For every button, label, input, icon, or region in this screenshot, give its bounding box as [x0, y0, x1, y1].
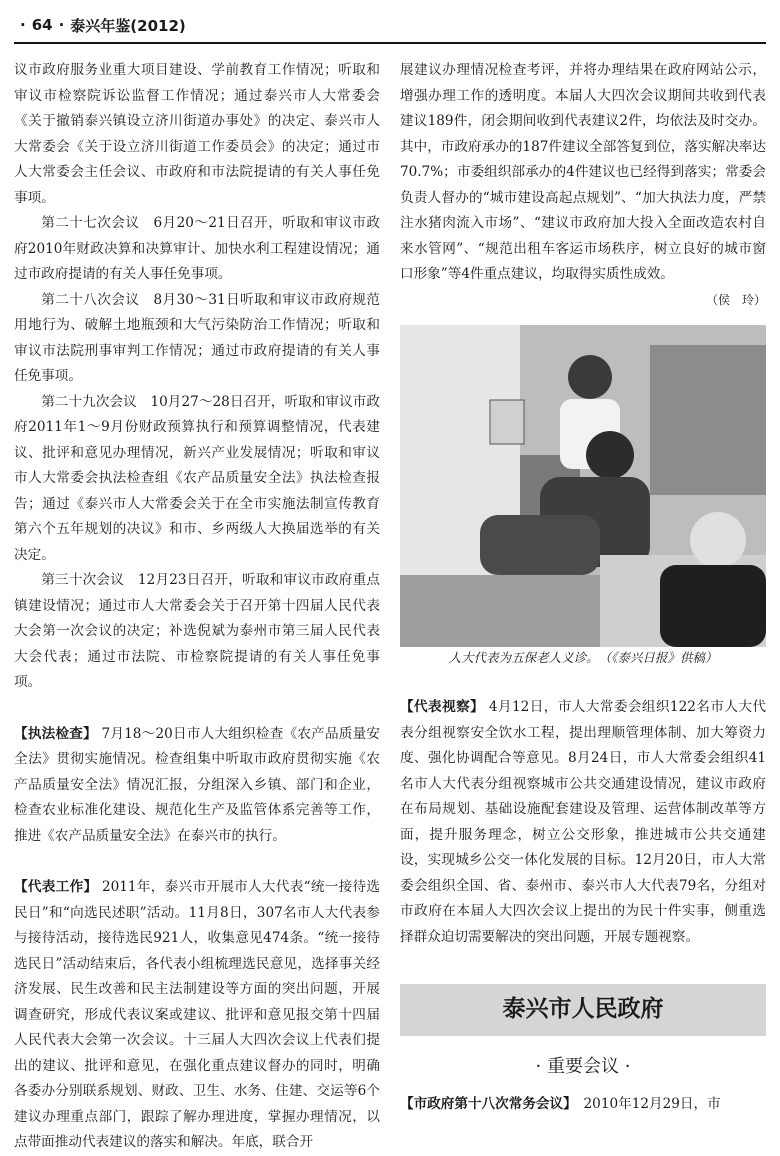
continued-paragraph-right: 展建议办理情况检查考评，并将办理结果在政府网站公示，增强办理工作的透明度。本届人大四次会议期间共收到代表建议189件，闭会期间收到代表建议2件，均依法及时交办。其中，市政府承办的187件建议全部答复到位，落实解决率达70.7%；市委组织部承办的4件建议也已经得到落实；常委会负责人督办的“城市建设高起点规划”、“加大执法力度，严禁注水猪肉流入市场”、“建议市政府加大投入全面改造农村自来水管网”、“规范出租车客运市场秩序，树立良好的城市窗口形象”等4件重点建议，均取得实质性成效。	[400, 62, 766, 282]
law-inspection-paragraph	[14, 722, 380, 850]
header-bullet: ·	[58, 16, 65, 34]
law-inspection-tag: 【执法检查】	[14, 725, 97, 742]
news-photo	[400, 325, 766, 647]
important-meetings-subhead: · 重要会议 ·	[535, 1056, 631, 1077]
page-number: 64	[31, 16, 53, 34]
meeting-27-paragraph	[14, 211, 380, 288]
book-title: 泰兴年鉴(2012)	[70, 16, 186, 35]
meeting-29-paragraph	[14, 390, 380, 569]
meeting-30-text: 12月23日召开，听取和审议市政府重点镇建设情况；通过市人大常委会关于召开第十四届人民代表大会第一次会议的决定；补选倪斌为泰州市第三届人民代表大会代表；通过市法院、市检察院提请的有关人事任免事项。	[14, 572, 380, 690]
left-column	[14, 58, 380, 1156]
author-credit: （侯 玲）	[705, 292, 766, 307]
meeting-30-name: 第三十次会议	[41, 572, 125, 588]
meeting-29-text: 10月27～28日召开，听取和审议市政府2011年1～9月份财政预算执行和预算调整情况，代表建议、批评和意见办理情况，新兴产业发展情况；听取和审议市人大常委会执法检查组《农产品质量安全法》执法检查报告；通过《泰兴市人大常委会关于在全市实施法制宣传教育第六个五年规划的决议》和市、乡两级人大换届选举的有关决定。	[14, 393, 380, 563]
meeting-28-text: 8月30～31日听取和审议市政府规范用地行为、破解土地瓶颈和大气污染防治工作情况；听取和审议市法院刑事审判工作情况；通过市政府提请的有关人事任免事项。	[14, 291, 381, 384]
representative-work-paragraph	[14, 875, 380, 1156]
header-rule	[14, 42, 766, 44]
meeting-30-paragraph	[14, 568, 380, 696]
law-inspection-text: 7月18～20日市人大组织检查《农产品质量安全法》贯彻实施情况。检查组集中听取市政府贯彻实施《农产品质量安全法》情况汇报，分组深入乡镇、部门和企业，检查农业标准化建设、规范化生产及监管体系完善等工作，推进《农产品质量安全法》在泰兴市的执行。	[14, 725, 381, 844]
meeting-27-name: 第二十七次会议	[41, 215, 140, 231]
executive-meeting-paragraph	[400, 1092, 766, 1118]
representative-inspection-text: 4月12日，市人大常委会组织122名市人大代表分组视察安全饮水工程，提出理顺管理体制、加大筹资力度、强化协调配合等意见。8月24日，市人大常委会组织41名市人大代表分组视察城市公共交通建设情况，建议市政府在布局规划、基础设施配套建设及管理、运营体制改革等方面，提升服务理念，树立公交形象，推进城市公共交通建设，实现城乡公交一体化发展的目标。12月20日，市人大常委会组织全国、省、泰州市、泰兴市人大代表79名，分组对市政府在本届人大四次会议上提出的为民十件实事，侧重选择群众迫切需要解决的突出问题，开展专题视察。	[400, 699, 766, 945]
representative-work-text: 2011年，泰兴市开展市人大代表“统一接待选民日”和“向选民述职”活动。11月8日，307名市人大代表参与接待活动，接待选民921人，收集意见474条。“统一接待选民日”活动结束后，各代表小组梳理选民意见，选择事关经济发展、民生改善和民主法制建设等方面的突出问题，开展调查研究，形成代表议案或建议、批评和意见报交第十四届人民代表大会第一次会议。十三届人大四次会议上代表们提出的建议、批评和意见，在强化重点建议督办的同时，明确各委办分别联系规划、财政、卫生、水务、住建、交运等6个建议办理重点部门，跟踪了解办理进度，掌握办理情况，以点带面推动代表建议的落实和解决。年底，联合开	[14, 879, 380, 1150]
representative-inspection-paragraph	[400, 695, 766, 950]
meeting-29-name: 第二十九次会议	[41, 393, 137, 410]
executive-meeting-tag: 【市政府第十八次常务会议】	[400, 1095, 570, 1112]
representative-inspection-tag: 【代表视察】	[400, 699, 485, 715]
representative-work-tag: 【代表工作】	[14, 879, 98, 895]
page-header	[14, 8, 766, 42]
right-column	[400, 58, 766, 1117]
photo-caption: 人大代表为五保老人义诊。 （《泰兴日报》供稿）	[448, 650, 718, 665]
executive-meeting-text: 2010年12月29日，市	[583, 1095, 721, 1112]
photo-illustration	[400, 325, 766, 647]
meeting-27-text: 6月20～21日召开，听取和审议市政府2010年财政决算和决算审计、加快水利工程建设情况；通过市政府提请的有关人事任免事项。	[14, 215, 381, 282]
meeting-28-name: 第二十八次会议	[41, 291, 140, 308]
header-bullet: ·	[20, 16, 26, 34]
government-section-banner: 泰兴市人民政府	[400, 984, 766, 1036]
continued-paragraph: 议市政府服务业重大项目建设、学前教育工作情况；听取和审议市检察院诉讼监督工作情况；通过泰兴市人大常委会《关于撤销泰兴镇设立济川街道办事处》的决定、泰兴市人大常委会《关于设立济川街道工作委员会》的决定；通过市人大常委会主任会议、市政府和市法院提请的有关人事任免事项。	[14, 62, 380, 206]
meeting-28-paragraph	[14, 288, 380, 390]
